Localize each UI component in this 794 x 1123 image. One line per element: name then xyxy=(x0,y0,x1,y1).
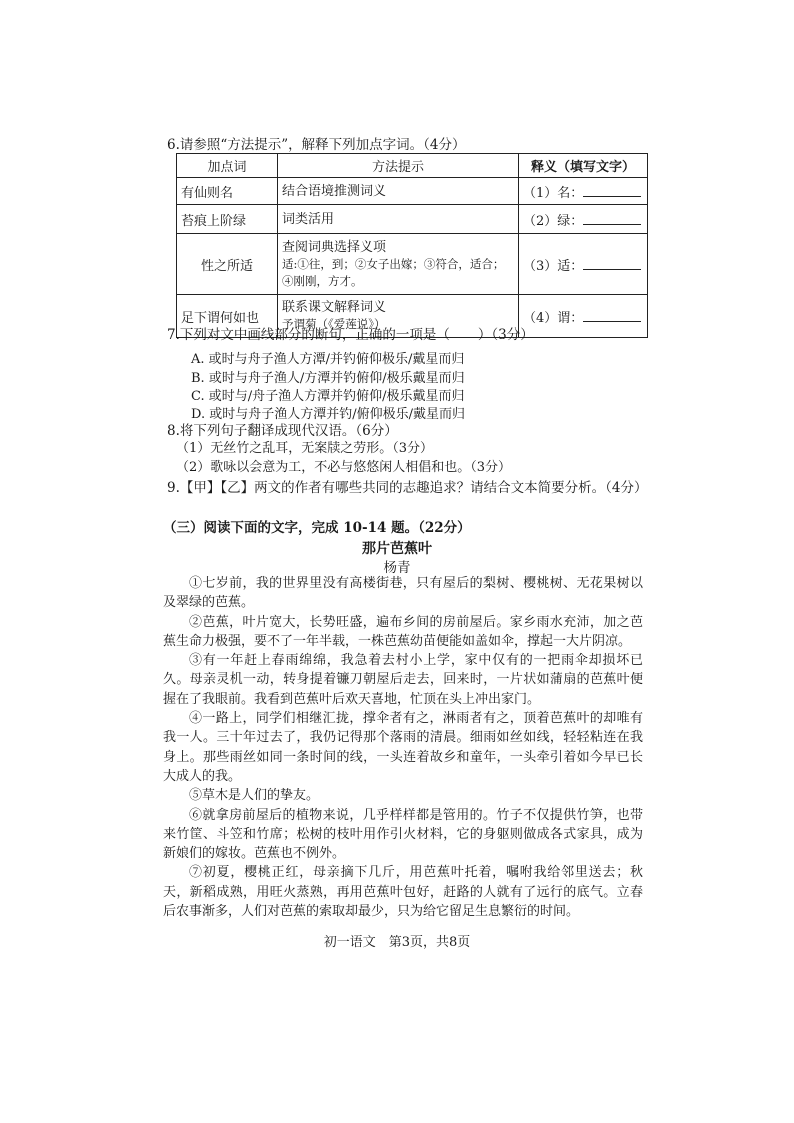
q7-title-text: 7.下列对文中画线部分的断句，正确的一项是（ xyxy=(167,327,450,343)
hint-cell xyxy=(278,205,519,234)
table-row xyxy=(177,205,648,234)
word-cell: 有仙则名 xyxy=(177,178,278,205)
answer-label: （1）名： xyxy=(523,185,584,201)
answer-cell[interactable] xyxy=(519,205,648,234)
hint-text: 查阅词典选择义项 xyxy=(282,239,387,255)
article-author: 杨青 xyxy=(383,560,411,576)
answer-blank[interactable] xyxy=(583,309,641,322)
table-row xyxy=(177,234,648,295)
table-header-word: 加点词 xyxy=(177,154,278,178)
answer-cell[interactable] xyxy=(519,178,648,205)
q7-option-d: D. 或时与舟子渔人方潭并钓/俯仰极乐/戴星而归 xyxy=(191,407,465,422)
q8-item-2: （2）歌咏以会意为工，不必与悠悠闲人相倡和也。（3分） xyxy=(176,460,512,475)
word-cell: 性之所适 xyxy=(177,234,278,295)
answer-cell[interactable] xyxy=(519,295,648,338)
q7-title xyxy=(167,326,534,344)
answer-label: （4）谓： xyxy=(523,310,584,326)
article-paragraph: ⑦初夏，樱桃正红，母亲摘下几斤，用芭蕉叶托着，嘱咐我给邻里送去；秋天，新稻成熟，用旺火蒸熟，再用芭蕉叶包好，赶路的人就有了远行的底气。立春后农事渐多，人们对芭蕉的索取却最少，只为给它留足生息繁衍的时间。 xyxy=(163,865,643,920)
article-paragraph: ①七岁前，我的世界里没有高楼街巷，只有屋后的梨树、樱桃树、无花果树以及翠绿的芭蕉。 xyxy=(163,576,643,611)
q8-item-1: （1）无丝竹之乱耳，无案牍之劳形。（3分） xyxy=(176,441,434,456)
answer-cell[interactable] xyxy=(519,234,648,295)
q7-title-end: ）（3分） xyxy=(477,327,534,343)
hint-text: 结合语境推测词义 xyxy=(282,183,387,199)
q7-option-a: A. 或时与舟子渔人方潭/并钓俯仰极乐/戴星而归 xyxy=(191,352,465,367)
answer-label: （2）绿： xyxy=(523,213,584,229)
answer-blank[interactable] xyxy=(583,184,641,197)
article-paragraph: ③有一年赶上春雨绵绵，我急着去村小上学，家中仅有的一把雨伞却损坏已久。母亲灵机一动，转身提着镰刀朝屋后走去，回来时，一片状如蒲扇的芭蕉叶便握在了我眼前。我看到芭蕉叶后欢天喜地，忙顶在头上冲出家门。 xyxy=(163,653,643,707)
table-header-row xyxy=(177,154,648,178)
word-cell: 苔痕上阶绿 xyxy=(177,205,278,234)
article-paragraph: ②芭蕉，叶片宽大，长势旺盛，遍布乡间的房前屋后。家乡雨水充沛，加之芭蕉生命力极强，要不了一年半载，一株芭蕉幼苗便能如盖如伞，撑起一大片阴凉。 xyxy=(163,614,643,649)
vocab-table xyxy=(176,153,648,338)
hint-subtext: ④刚刚，方才。 xyxy=(282,273,363,288)
table-header-answer: 释义（填写文字） xyxy=(519,154,648,178)
hint-cell xyxy=(278,178,519,205)
word-cell: 足下谓何如也 xyxy=(177,295,278,338)
page-footer: 初一语文 第3页，共8页 xyxy=(323,935,471,950)
article-title: 那片芭蕉叶 xyxy=(362,541,432,557)
hint-text: 词类活用 xyxy=(282,211,335,227)
answer-label: （3）适： xyxy=(523,258,584,274)
q9-title: 9.【甲】【乙】两文的作者有哪些共同的志趣追求？请结合文本简要分析。（4分） xyxy=(167,480,648,496)
q6-title: 6.请参照“方法提示”，解释下列加点字词。（4分） xyxy=(167,137,466,153)
hint-cell xyxy=(278,234,519,295)
q7-option-b: B. 或时与舟子渔人/方潭并钓俯仰/极乐戴星而归 xyxy=(191,371,465,386)
article-paragraph: ④一路上，同学们相继汇拢，撑伞者有之，淋雨者有之，顶着芭蕉叶的却唯有我一人。三十年过去了，我仍记得那个落雨的清晨。细雨如丝如线，轻轻粘连在我身上。那些雨丝如同一条时间的线，一头连着故乡和童年，一头牵引着如今早已长大成人的我。 xyxy=(163,711,643,784)
hint-subtext: 予谓菊（《爱莲说》） xyxy=(282,317,386,331)
table-header-hint: 方法提示 xyxy=(278,154,519,178)
hint-subtext: 适:①往，到；②女子出嫁；③符合，适合； xyxy=(282,256,505,271)
article-paragraph: ⑤草木是人们的挚友。 xyxy=(189,788,320,804)
table-row xyxy=(177,178,648,205)
article-body xyxy=(163,574,643,921)
answer-blank[interactable] xyxy=(583,257,641,270)
article-paragraph: ⑥就拿房前屋后的植物来说，几乎样样都是管用的。竹子不仅提供竹笋，也带来竹筐、斗笠和竹席；松树的枝叶用作引火材料，它的身躯则做成各式家具，成为新娘们的嫁妆。芭蕉也不例外。 xyxy=(163,807,643,862)
answer-blank[interactable] xyxy=(583,212,641,225)
section-heading: （三）阅读下面的文字，完成 10-14 题。（22分） xyxy=(163,520,471,536)
q7-option-c: C. 或时与/舟子渔人方潭并钓俯仰/极乐戴星而归 xyxy=(191,389,465,404)
q8-title: 8.将下列句子翻译成现代汉语。（6分） xyxy=(167,423,398,439)
hint-text: 联系课文解释词义 xyxy=(282,300,387,315)
